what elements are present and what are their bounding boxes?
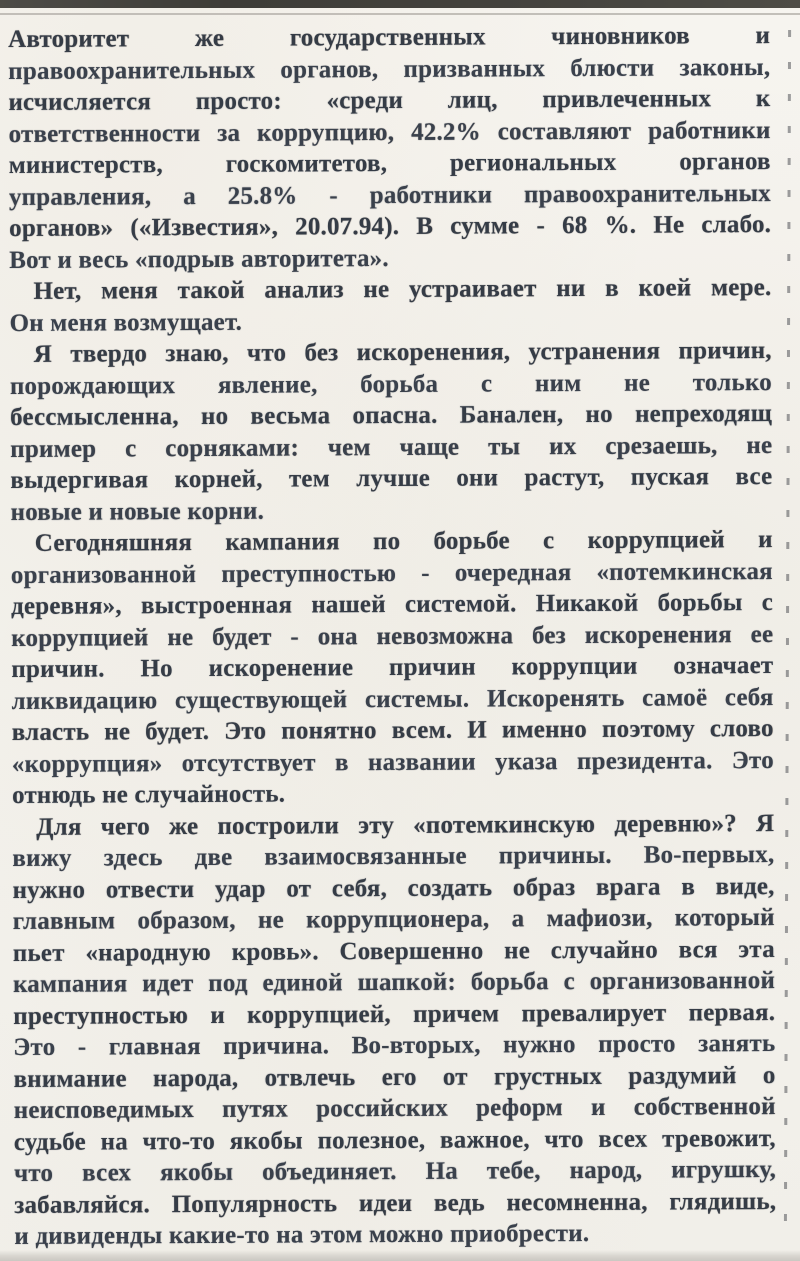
scan-top-thin-line xyxy=(0,13,800,15)
page-right-dashed-edge xyxy=(784,30,791,1233)
text-line: новые и новые корни. xyxy=(10,497,265,526)
text-line: исчисляется просто: «среди лиц, привлеченных к xyxy=(8,85,771,116)
text-line: Он меня возмущает. xyxy=(9,308,243,337)
text-line: выдергивая корней, тем лучше они растут, пуская все xyxy=(10,462,773,494)
text-line: Сегодняшняя кампания по борьбе с коррупцией и xyxy=(34,525,773,557)
text-line: причин. Но искоренение причин коррупции означает xyxy=(11,651,774,683)
text-line: органов» («Известия», 20.07.94). В сумме - 68 %. Не слабо. xyxy=(9,211,772,242)
paragraph xyxy=(12,807,776,1252)
text-block xyxy=(8,20,776,1252)
text-line: правоохранительных органов, призванных блюсти законы, xyxy=(8,53,771,85)
text-line: Для чего же построили эту «потемкинскую деревню»? Я xyxy=(36,809,775,841)
text-line: кампания идет под единой шапкой: борьба с организованной xyxy=(12,966,776,998)
text-line: Нет, меня такой анализ не устраивает ни в коей мере. xyxy=(33,274,772,305)
text-line: пьет «народную кровь». Совершенно не случайно вся эта xyxy=(12,935,775,967)
text-line: пример с сорняками: чем чаще ты их срезаешь, не xyxy=(10,431,773,463)
text-line: коррупцией не будет - она невозможна без искоренения ее xyxy=(11,620,774,652)
text-line: Это - главная причина. Во-вторых, нужно просто занять xyxy=(13,1029,776,1061)
text-line: ответственности за коррупцию, 42.2% составляют работники xyxy=(8,116,771,148)
text-line: забавляйся. Популярность идеи ведь несомненна, глядишь, xyxy=(14,1187,777,1219)
text-line: вижу здесь две взаимосвязанные причины. Во-первых, xyxy=(12,840,775,872)
text-line: внимание народа, отвлечь его от грустных раздумий о xyxy=(13,1061,776,1093)
text-line: бессмысленна, но весьма опасна. Банален, но непреходящ xyxy=(9,399,773,431)
paragraph xyxy=(11,524,774,811)
paragraph xyxy=(9,272,771,339)
text-line: главным образом, не коррупционера, а мафиози, который xyxy=(12,903,775,935)
text-line: министерств, госкомитетов, региональных органов xyxy=(8,148,771,179)
text-line: отнюдь не случайность. xyxy=(11,780,286,809)
text-line: неисповедимых путях российских реформ и собственной xyxy=(13,1092,776,1124)
text-line: «коррупция» отсутствует в названии указа президента. Это xyxy=(11,746,774,778)
text-line: нужно отвести удар от себя, создать образ врага в виде, xyxy=(12,872,775,904)
text-line: власть не будет. Это понятно всем. И именно поэтому слово xyxy=(11,714,774,746)
text-line: управления, а 25.8% - работники правоохранительных xyxy=(8,179,771,211)
text-line: судьбе на что-то якобы полезное, важное, что всех тревожит, xyxy=(13,1124,776,1156)
paragraph xyxy=(8,20,771,276)
text-line: преступностью и коррупцией, причем превалирует первая. xyxy=(13,998,776,1030)
text-line: ликвидацию существующей системы. Искоренять самоё себя xyxy=(11,683,774,715)
text-line: Я твердо знаю, что без искоренения, устранения причин, xyxy=(33,337,772,368)
text-line: что всех якобы объединяет. На тебе, народ, игрушку, xyxy=(13,1155,777,1187)
text-line: организованной преступностью - очередная «потемкинская xyxy=(10,557,773,589)
text-line: Авторитет же государственных чиновников и xyxy=(8,22,771,53)
text-line: порождающих явление, борьба с ним не только xyxy=(9,368,772,400)
text-line: деревня», выстроенная нашей системой. Никакой борьбы с xyxy=(10,588,774,620)
text-line: и дивиденды какие-то на этом можно приобрести. xyxy=(14,1219,590,1250)
text-line: Вот и весь «подрыв авторитета». xyxy=(9,244,389,274)
paragraph xyxy=(10,335,773,528)
scan-top-edge-band xyxy=(0,0,800,8)
